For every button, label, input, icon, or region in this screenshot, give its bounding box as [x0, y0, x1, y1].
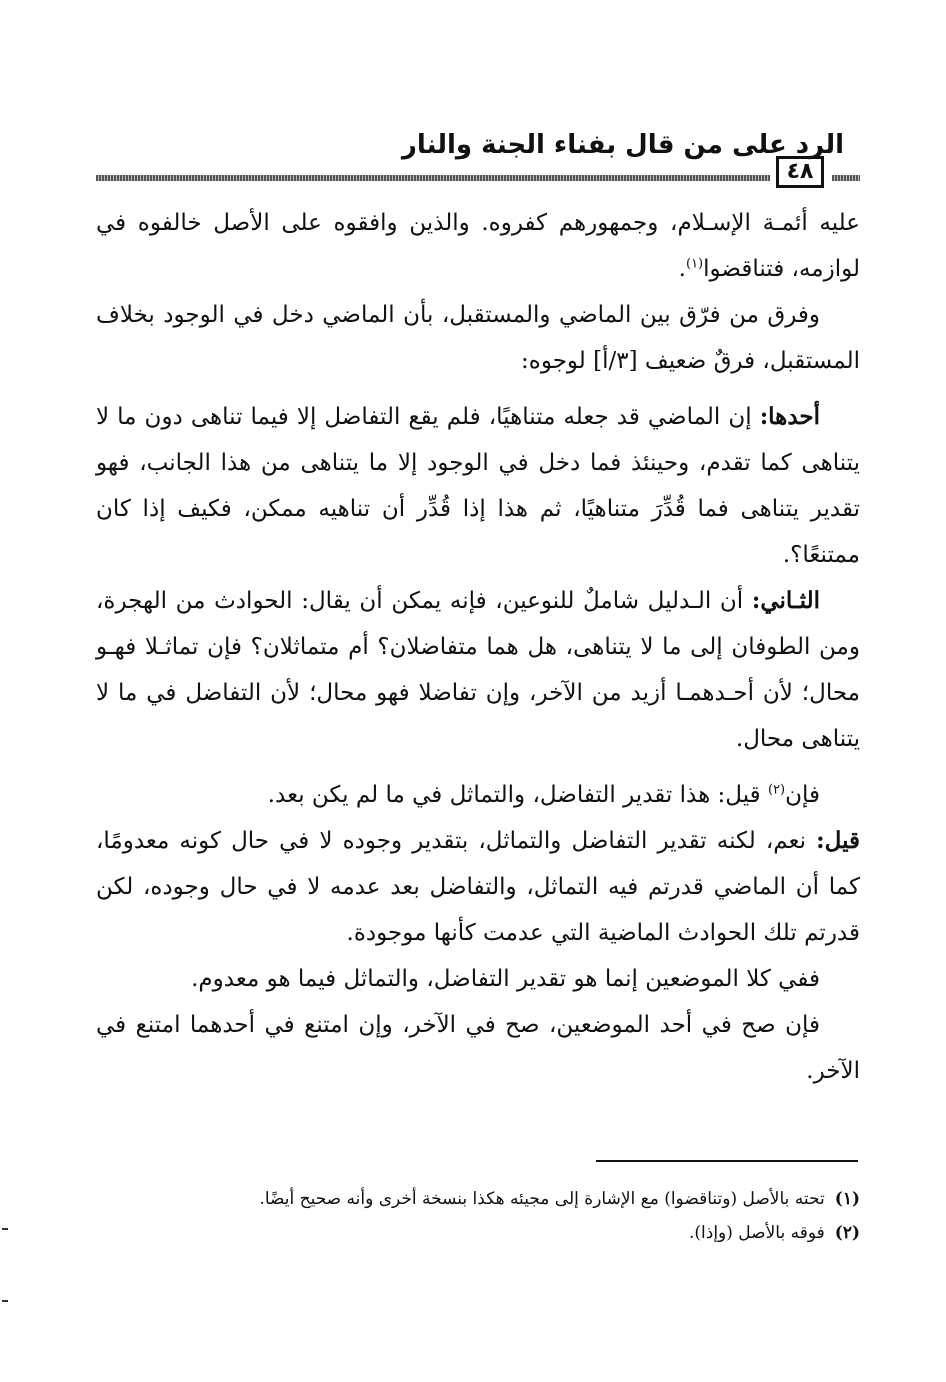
footnote-2-number: (٢) [834, 1223, 860, 1243]
paragraph-7-text: ففي كلا الموضعين إنما هو تقدير التفاضل، والتماثل فيما هو معدوم. [191, 966, 820, 992]
paragraph-5 [96, 772, 860, 818]
paragraph-3-lead: أحدها: [759, 403, 820, 430]
paragraph-3-text: إن الماضي قد جعله متناهيًا، فلم يقع التفاضل إلا فيما تناهى دون ما لا يتناهى كما تقدم، وحينئذ فما دخل في الوجود إلا ما يتناهى من هذا الجانب، فهو تقدير يتناهى فما قُدِّرَ متناهيًا، ثم هذا إذا قُدِّر أن تناهيه ممكن، فكيف إذا كان ممتنعًا؟. [96, 404, 860, 568]
paragraph-3 [96, 394, 860, 578]
header-rule [96, 175, 770, 181]
paragraph-6 [96, 818, 860, 956]
footnote-1-text: تحته بالأصل (وتناقضوا) مع الإشارة إلى مجيئه هكذا بنسخة أخرى وأنه صحيح أيضًا. [259, 1189, 825, 1209]
footnote-ref-1: (١) [685, 256, 704, 272]
scan-mark [2, 1300, 8, 1302]
footnote-2 [96, 1216, 860, 1250]
footnote-1-number: (١) [834, 1189, 860, 1209]
paragraph-4 [96, 578, 860, 762]
paragraph-5-text: قيل: هذا تقدير التفاضل، والتماثل في ما لم يكن بعد. [267, 782, 768, 808]
paragraph-7 [96, 956, 860, 1002]
paragraph-8-text: فإن صح في أحد الموضعين، صح في الآخر، وإن امتنع في أحدهما امتنع في الآخر. [96, 1012, 860, 1084]
paragraph-1 [96, 200, 860, 292]
page-number: ٤٨ [776, 156, 824, 188]
footnote-rule [596, 1160, 858, 1162]
paragraph-8 [96, 1002, 860, 1094]
paragraph-2 [96, 292, 860, 384]
paragraph-5-before: فإن [785, 782, 820, 808]
footnotes [96, 1182, 860, 1250]
paragraph-6-lead: قيل: [816, 827, 860, 854]
header-rule-right [832, 175, 860, 181]
running-title: الرد على من قال بفناء الجنة والنار [401, 130, 844, 160]
paragraph-2-text: وفرق من فرّق بين الماضي والمستقبل، بأن الماضي دخل في الوجود بخلاف المستقبل، فرقٌ ضعيف [٣/أ] لوجوه: [96, 302, 860, 374]
main-text [96, 200, 860, 1094]
paragraph-4-lead: الثـاني: [751, 587, 820, 614]
scan-mark [2, 1228, 8, 1230]
paragraph-1-tail: . [678, 256, 686, 282]
footnote-ref-2: (٢) [767, 782, 786, 798]
footnote-2-text: فوقه بالأصل (وإذا). [688, 1223, 825, 1243]
paragraph-6-text: نعم، لكنه تقدير التفاضل والتماثل، بتقدير وجوده لا في حال كونه معدومًا، كما أن الماضي قدرتم فيه التماثل، والتفاضل بعد عدمه لا في حال وجوده، لكن قدرتم تلك الحوادث الماضية التي عدمت كأنها موجودة. [96, 828, 860, 946]
paragraph-1-text: عليه أئمـة الإسـلام، وجمهورهم كفروه. والذين وافقوه على الأصل خالفوه في لوازمه، فتناقضوا [96, 210, 860, 282]
paragraph-4-text: أن الـدليل شاملٌ للنوعين، فإنه يمكن أن يقال: الحوادث من الهجرة، ومن الطوفان إلى ما لا يتناهى، هل هما متفاضلان؟ أم متماثلان؟ فإن تماثـلا فهـو محال؛ لأن أحـدهمـا أزيد من الآخر، وإن تفاضلا فهو محال؛ لأن التفاضل في ما لا يتناهى محال. [96, 588, 860, 752]
footnote-1 [96, 1182, 860, 1216]
